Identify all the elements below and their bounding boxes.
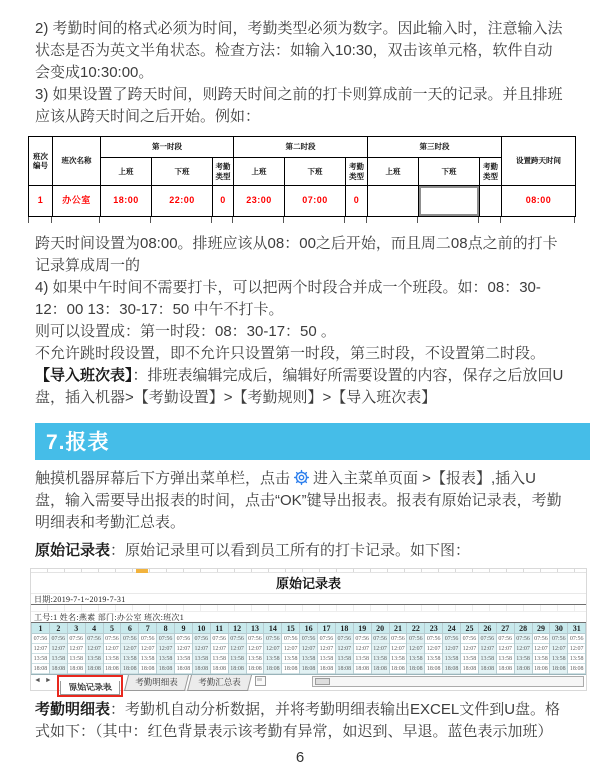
sheet-punch-time-cell: 07:56 bbox=[337, 636, 352, 642]
subheader-off-duty: 下班 bbox=[419, 158, 480, 186]
sheet-punch-time-cell: 07:56 bbox=[551, 636, 566, 642]
report-text-after: 进入主菜单页面 >【报表】,插入U盘，输入需要导出报表的时间，点击“OK”键导出报表。报表有原始记录表，考勤明细表和考勤汇总表。 bbox=[35, 470, 562, 531]
paragraph-cross-day-rule: 3) 如果设置了跨天时间，则跨天时间之前的打卡则算成前一天的记录。并且排班应该从跨天时间之后开始。例如： bbox=[35, 86, 563, 125]
sheet-punch-time-cell: 12:07 bbox=[265, 646, 280, 652]
sheet-punch-time-cell: 12:07 bbox=[569, 646, 584, 652]
cell-p2-off: 07:00 bbox=[285, 186, 346, 217]
cell-shift-name: 办公室 bbox=[53, 186, 101, 217]
sheet-punch-time-cell: 12:07 bbox=[301, 646, 316, 652]
subheader-att-type: 考勤类型 bbox=[346, 158, 368, 186]
sheet-punch-time-cell: 13:58 bbox=[212, 656, 227, 662]
sheet-punch-time-cell: 18:08 bbox=[444, 666, 459, 672]
sheet-day-header: 23 bbox=[425, 623, 442, 634]
sheet-day-column bbox=[138, 623, 156, 674]
paragraph-cross-day-example: 跨天时间设置为08:00。排班应该从08：00之后开始，而且周二08点之前的打卡记录算成周一的 bbox=[35, 235, 558, 274]
sheet-day-header: 7 bbox=[139, 623, 156, 634]
sheet-punch-time-cell: 18:08 bbox=[319, 666, 334, 672]
sheet-punch-time-cell: 13:58 bbox=[194, 656, 209, 662]
paragraph-time-format: 2) 考勤时间的格式必须为时间，考勤类型必须为数字。因此输入时，注意输入法状态是否为英文半角状态。检查方法：如输入10:30，双击该单元格，软件自动会变成10:30:00。 bbox=[35, 20, 563, 81]
sheet-punch-time-cell: 07:56 bbox=[194, 636, 209, 642]
sheet-punch-time-cell: 18:08 bbox=[283, 666, 298, 672]
sheet-day-column bbox=[532, 623, 550, 674]
sheet-punch-time-cell: 13:58 bbox=[283, 656, 298, 662]
sheet-punch-time-cell: 13:58 bbox=[122, 656, 137, 662]
sheet-punch-time-cell: 07:56 bbox=[87, 636, 101, 642]
subheader-off-duty: 下班 bbox=[285, 158, 346, 186]
sheet-punch-time-cell: 13:58 bbox=[426, 656, 441, 662]
sheet-day-column bbox=[478, 623, 496, 674]
sheet-punch-time-cell: 18:08 bbox=[391, 666, 405, 672]
sheet-day-column bbox=[353, 623, 371, 674]
sheet-day-column bbox=[192, 623, 210, 674]
sheet-punch-time-cell: 18:08 bbox=[337, 666, 352, 672]
sheet-day-header: 26 bbox=[479, 623, 496, 634]
sheet-day-column bbox=[299, 623, 317, 674]
import-shift-lead: 【导入班次表】 bbox=[35, 367, 133, 384]
sheet-punch-time-cell: 07:56 bbox=[426, 636, 441, 642]
sheet-punch-time-cell: 12:07 bbox=[283, 646, 298, 652]
sheet-punch-time-cell: 18:08 bbox=[480, 666, 495, 672]
sheet-punch-time-cell: 13:58 bbox=[176, 656, 191, 662]
cell-p2-on: 23:00 bbox=[234, 186, 285, 217]
sheet-punch-time-cell: 12:07 bbox=[122, 646, 137, 652]
sheet-punch-time-cell: 12:07 bbox=[158, 646, 173, 652]
sheet-punch-time-cell: 18:08 bbox=[212, 666, 227, 672]
detail-report-lead: 考勤明细表 bbox=[35, 701, 111, 718]
sheet-punch-time-cell: 07:56 bbox=[355, 636, 370, 642]
sheet-punch-time-cell: 18:08 bbox=[230, 666, 244, 672]
paragraph-raw-record-intro bbox=[35, 540, 565, 562]
sheet-punch-time-cell: 13:58 bbox=[534, 656, 548, 662]
sheet-punch-time-cell: 12:07 bbox=[69, 646, 84, 652]
sheet-day-header: 22 bbox=[407, 623, 424, 634]
sheet-punch-time-cell: 13:58 bbox=[69, 656, 84, 662]
sheet-day-header: 2 bbox=[50, 623, 67, 634]
sheet-day-column bbox=[67, 623, 85, 674]
cell-p3-type bbox=[480, 186, 502, 217]
sheet-punch-time-cell: 12:07 bbox=[194, 646, 209, 652]
col-header-cross-day: 设置跨天时间 bbox=[502, 137, 576, 186]
sheet-punch-time-cell: 07:56 bbox=[391, 636, 405, 642]
sheet-day-header: 6 bbox=[121, 623, 138, 634]
sheet-punch-time-cell: 18:08 bbox=[158, 666, 173, 672]
sheet-punch-time-cell: 18:08 bbox=[426, 666, 441, 672]
sheet-day-header: 1 bbox=[32, 623, 49, 634]
sheet-punch-time-cell: 18:08 bbox=[355, 666, 370, 672]
sheet-day-column bbox=[246, 623, 264, 674]
sheet-punch-time-cell: 07:56 bbox=[265, 636, 280, 642]
sheet-punch-time-cell: 12:07 bbox=[373, 646, 387, 652]
sheet-title: 原始记录表 bbox=[31, 573, 586, 594]
page-number: 6 bbox=[295, 749, 305, 766]
sheet-punch-time-cell: 07:56 bbox=[569, 636, 584, 642]
cell-p1-type: 0 bbox=[213, 186, 234, 217]
sheet-day-column bbox=[389, 623, 407, 674]
cell-p1-off: 22:00 bbox=[152, 186, 213, 217]
sheet-tab-bar bbox=[31, 675, 586, 690]
subheader-att-type: 考勤类型 bbox=[480, 158, 502, 186]
sheet-punch-time-cell: 12:07 bbox=[408, 646, 423, 652]
sheet-day-column bbox=[281, 623, 299, 674]
sheet-punch-time-cell: 12:07 bbox=[105, 646, 119, 652]
sheet-punch-time-cell: 07:56 bbox=[105, 636, 119, 642]
sheet-punch-time-cell: 18:08 bbox=[51, 666, 66, 672]
table-next-row-stub bbox=[28, 217, 575, 223]
raw-record-lead: 原始记录表 bbox=[35, 542, 111, 559]
sheet-punch-time-cell: 13:58 bbox=[373, 656, 387, 662]
sheet-day-column bbox=[496, 623, 514, 674]
sheet-punch-time-cell: 18:08 bbox=[194, 666, 209, 672]
detail-report-rest: ：考勤机自动分析数据，并将考勤明细表输出EXCEL文件到U盘。格式如下：（其中：红色背景表示该考勤有异常，如迟到、早退。蓝色表示加班） bbox=[35, 701, 561, 740]
sheet-punch-time-cell: 07:56 bbox=[534, 636, 548, 642]
sheet-day-column bbox=[103, 623, 121, 674]
sheet-punch-time-cell: 12:07 bbox=[391, 646, 405, 652]
sheet-day-header: 24 bbox=[443, 623, 460, 634]
subheader-on-duty: 上班 bbox=[368, 158, 419, 186]
sheet-punch-time-cell: 13:58 bbox=[391, 656, 405, 662]
tab-raw-record: 原始记录表 bbox=[60, 681, 121, 695]
sheet-punch-time-cell: 18:08 bbox=[373, 666, 387, 672]
sheet-punch-time-cell: 18:08 bbox=[248, 666, 262, 672]
sheet-punch-time-cell: 18:08 bbox=[69, 666, 84, 672]
cell-shift-no: 1 bbox=[29, 186, 53, 217]
sheet-day-header: 30 bbox=[550, 623, 567, 634]
subheader-on-duty: 上班 bbox=[234, 158, 285, 186]
sheet-day-header: 11 bbox=[211, 623, 228, 634]
sheet-day-header: 20 bbox=[372, 623, 389, 634]
tab-attendance-summary: 考勤汇总表 bbox=[187, 675, 252, 691]
col-header-period3: 第三时段 bbox=[368, 137, 502, 158]
sheet-day-header: 8 bbox=[157, 623, 174, 634]
report-text-before: 触摸机器屏幕后下方弹出菜单栏，点击 bbox=[35, 470, 291, 487]
sheet-punch-time-cell: 13:58 bbox=[33, 656, 48, 662]
sheet-day-column bbox=[228, 623, 246, 674]
subheader-on-duty: 上班 bbox=[101, 158, 152, 186]
sheet-punch-time-cell: 18:08 bbox=[516, 666, 530, 672]
sheet-day-header: 5 bbox=[104, 623, 121, 634]
sheet-punch-time-cell: 12:07 bbox=[248, 646, 262, 652]
tab-attendance-detail: 考勤明细表 bbox=[124, 675, 189, 691]
sheet-grid bbox=[31, 623, 586, 675]
cell-cross-day-time: 08:00 bbox=[502, 186, 576, 217]
sheet-punch-time-cell: 13:58 bbox=[480, 656, 495, 662]
sheet-day-column bbox=[210, 623, 228, 674]
sheet-punch-time-cell: 13:58 bbox=[301, 656, 316, 662]
sheet-punch-time-cell: 07:56 bbox=[230, 636, 244, 642]
sheet-punch-time-cell: 07:56 bbox=[283, 636, 298, 642]
sheet-day-column bbox=[442, 623, 460, 674]
sheet-punch-time-cell: 13:58 bbox=[158, 656, 173, 662]
sheet-day-header: 13 bbox=[247, 623, 264, 634]
sheet-day-header: 3 bbox=[68, 623, 85, 634]
sheet-punch-time-cell: 07:56 bbox=[444, 636, 459, 642]
cell-p1-on: 18:00 bbox=[101, 186, 152, 217]
sheet-highlight-cell bbox=[136, 569, 148, 573]
sheet-punch-time-cell: 07:56 bbox=[462, 636, 477, 642]
sheet-empty-row bbox=[31, 605, 586, 612]
col-header-shift-no: 班次编号 bbox=[29, 137, 53, 186]
sheet-punch-time-cell: 12:07 bbox=[355, 646, 370, 652]
sheet-punch-time-cell: 12:07 bbox=[212, 646, 227, 652]
sheet-punch-time-cell: 18:08 bbox=[176, 666, 191, 672]
sheet-day-header: 12 bbox=[229, 623, 246, 634]
sheet-punch-time-cell: 13:58 bbox=[105, 656, 119, 662]
sheet-punch-time-cell: 12:07 bbox=[87, 646, 101, 652]
sheet-employee-info: 工号:1 姓名:燕素 部门:办公室 班次:班次1 bbox=[31, 612, 586, 623]
sheet-punch-time-cell: 07:56 bbox=[69, 636, 84, 642]
sheet-punch-time-cell: 18:08 bbox=[551, 666, 566, 672]
sheet-punch-time-cell: 07:56 bbox=[140, 636, 155, 642]
sheet-day-column bbox=[49, 623, 67, 674]
sheet-day-header: 28 bbox=[515, 623, 532, 634]
sheet-punch-time-cell: 07:56 bbox=[516, 636, 530, 642]
sheet-punch-time-cell: 13:58 bbox=[516, 656, 530, 662]
shift-schedule-table bbox=[28, 136, 576, 217]
sheet-punch-time-cell: 12:07 bbox=[462, 646, 477, 652]
sheet-punch-time-cell: 12:07 bbox=[176, 646, 191, 652]
red-annotation-box bbox=[57, 675, 124, 697]
paragraph-detail-report bbox=[35, 699, 565, 743]
sheet-date-range: 日期:2019-7-1~2019-7-31 bbox=[31, 594, 586, 605]
sheet-punch-time-cell: 07:56 bbox=[498, 636, 513, 642]
sheet-punch-time-cell: 12:07 bbox=[444, 646, 459, 652]
sheet-punch-time-cell: 07:56 bbox=[480, 636, 495, 642]
sheet-punch-time-cell: 07:56 bbox=[51, 636, 66, 642]
col-header-period1: 第一时段 bbox=[101, 137, 234, 158]
sheet-day-column bbox=[174, 623, 192, 674]
sheet-punch-time-cell: 13:58 bbox=[408, 656, 423, 662]
sheet-day-column bbox=[263, 623, 281, 674]
sheet-punch-time-cell: 18:08 bbox=[87, 666, 101, 672]
sheet-punch-time-cell: 12:07 bbox=[516, 646, 530, 652]
sheet-day-header: 16 bbox=[300, 623, 317, 634]
sheet-punch-time-cell: 12:07 bbox=[140, 646, 155, 652]
sheet-day-header: 19 bbox=[354, 623, 371, 634]
sheet-punch-time-cell: 07:56 bbox=[248, 636, 262, 642]
sheet-day-header: 4 bbox=[86, 623, 103, 634]
sheet-punch-time-cell: 18:08 bbox=[534, 666, 548, 672]
sheet-punch-time-cell: 07:56 bbox=[122, 636, 137, 642]
paragraph-single-period: 则可以设置成：第一时段：08：30-17：50 。 bbox=[35, 323, 336, 340]
raw-record-rest: ：原始记录里可以看到员工所有的打卡记录。如下图： bbox=[110, 542, 471, 559]
sheet-day-header: 29 bbox=[533, 623, 550, 634]
sheet-punch-time-cell: 13:58 bbox=[355, 656, 370, 662]
sheet-punch-time-cell: 07:56 bbox=[158, 636, 173, 642]
sheet-punch-time-cell: 12:07 bbox=[480, 646, 495, 652]
sheet-punch-time-cell: 18:08 bbox=[140, 666, 155, 672]
sheet-punch-time-cell: 13:58 bbox=[444, 656, 459, 662]
sheet-day-column bbox=[567, 623, 586, 674]
sheet-day-header: 25 bbox=[461, 623, 478, 634]
section-title-reports: 7.报表 bbox=[35, 423, 590, 460]
sheet-punch-time-cell: 12:07 bbox=[551, 646, 566, 652]
sheet-punch-time-cell: 13:58 bbox=[462, 656, 477, 662]
import-shift-rest: ：排班表编辑完成后，编辑好所需要设置的内容，保存之后放回U盘，插入机器>【考勤设置】>【考勤规则】>【导入班次表】 bbox=[35, 367, 564, 406]
sheet-day-column bbox=[460, 623, 478, 674]
sheet-day-column bbox=[406, 623, 424, 674]
col-header-period2: 第二时段 bbox=[234, 137, 368, 158]
sheet-day-column bbox=[549, 623, 567, 674]
sheet-punch-time-cell: 12:07 bbox=[534, 646, 548, 652]
subheader-off-duty: 下班 bbox=[152, 158, 213, 186]
sheet-punch-time-cell: 13:58 bbox=[248, 656, 262, 662]
scrollbar-handle bbox=[315, 678, 330, 685]
sheet-punch-time-cell: 18:08 bbox=[408, 666, 423, 672]
sheet-day-header: 9 bbox=[175, 623, 192, 634]
sheet-punch-time-cell: 13:58 bbox=[498, 656, 513, 662]
sheet-punch-time-cell: 13:58 bbox=[337, 656, 352, 662]
sheet-punch-time-cell: 13:58 bbox=[551, 656, 566, 662]
sheet-punch-time-cell: 12:07 bbox=[426, 646, 441, 652]
sheet-day-column bbox=[335, 623, 353, 674]
sheet-punch-time-cell: 18:08 bbox=[122, 666, 137, 672]
paragraph-report-howto bbox=[35, 468, 565, 534]
sheet-top-cells bbox=[31, 569, 586, 573]
sheet-punch-time-cell: 07:56 bbox=[176, 636, 191, 642]
sheet-punch-time-cell: 13:58 bbox=[265, 656, 280, 662]
sheet-day-header: 18 bbox=[336, 623, 353, 634]
cell-p3-off-selected bbox=[419, 186, 480, 217]
sheet-day-column bbox=[31, 623, 49, 674]
cell-p3-on bbox=[368, 186, 419, 217]
sheet-punch-time-cell: 12:07 bbox=[498, 646, 513, 652]
sheet-day-column bbox=[317, 623, 335, 674]
sheet-punch-time-cell: 18:08 bbox=[301, 666, 316, 672]
sheet-punch-time-cell: 18:08 bbox=[569, 666, 584, 672]
sheet-punch-time-cell: 18:08 bbox=[33, 666, 48, 672]
sheet-punch-time-cell: 13:58 bbox=[319, 656, 334, 662]
horizontal-scrollbar bbox=[312, 676, 584, 687]
raw-record-spreadsheet-screenshot bbox=[30, 568, 587, 691]
sheet-punch-time-cell: 07:56 bbox=[33, 636, 48, 642]
gear-settings-icon bbox=[293, 469, 310, 486]
tab-nav-arrows-icon: ◄ ► bbox=[34, 677, 53, 684]
sheet-punch-time-cell: 07:56 bbox=[373, 636, 387, 642]
col-header-shift-name: 班次名称 bbox=[53, 137, 101, 186]
sheet-day-header: 27 bbox=[497, 623, 514, 634]
sheet-punch-time-cell: 18:08 bbox=[498, 666, 513, 672]
new-sheet-icon bbox=[255, 676, 266, 686]
sheet-punch-time-cell: 07:56 bbox=[319, 636, 334, 642]
sheet-punch-time-cell: 12:07 bbox=[337, 646, 352, 652]
sheet-day-column bbox=[120, 623, 138, 674]
sheet-punch-time-cell: 18:08 bbox=[265, 666, 280, 672]
sheet-punch-time-cell: 12:07 bbox=[33, 646, 48, 652]
sheet-day-column bbox=[424, 623, 442, 674]
sheet-punch-time-cell: 07:56 bbox=[212, 636, 227, 642]
sheet-punch-time-cell: 13:58 bbox=[230, 656, 244, 662]
sheet-punch-time-cell: 13:58 bbox=[569, 656, 584, 662]
paragraph-merge-periods: 4) 如果中午时间不需要打卡，可以把两个时段合并成一个班段。如：08：30-12：00 13：30-17：50 中午不打卡。 bbox=[35, 279, 541, 318]
sheet-punch-time-cell: 18:08 bbox=[105, 666, 119, 672]
sheet-day-header: 21 bbox=[390, 623, 407, 634]
sheet-day-header: 14 bbox=[264, 623, 281, 634]
sheet-punch-time-cell: 12:07 bbox=[319, 646, 334, 652]
subheader-att-type: 考勤类型 bbox=[213, 158, 234, 186]
cell-p2-type: 0 bbox=[346, 186, 368, 217]
sheet-punch-time-cell: 13:58 bbox=[87, 656, 101, 662]
sheet-day-column bbox=[514, 623, 532, 674]
sheet-punch-time-cell: 18:08 bbox=[462, 666, 477, 672]
sheet-punch-time-cell: 12:07 bbox=[51, 646, 66, 652]
sheet-day-header: 31 bbox=[568, 623, 585, 634]
sheet-punch-time-cell: 12:07 bbox=[230, 646, 244, 652]
sheet-day-column bbox=[156, 623, 174, 674]
paragraph-no-skip: 不允许跳时段设置，即不允许只设置第一时段，第三时段，不设置第二时段。 bbox=[35, 345, 546, 362]
sheet-day-header: 17 bbox=[318, 623, 335, 634]
sheet-day-header: 15 bbox=[282, 623, 299, 634]
sheet-day-column bbox=[371, 623, 389, 674]
sheet-day-column bbox=[85, 623, 103, 674]
sheet-punch-time-cell: 13:58 bbox=[140, 656, 155, 662]
sheet-punch-time-cell: 07:56 bbox=[408, 636, 423, 642]
sheet-punch-time-cell: 13:58 bbox=[51, 656, 66, 662]
paragraph-import-shift bbox=[35, 365, 565, 409]
sheet-day-header: 10 bbox=[193, 623, 210, 634]
sheet-punch-time-cell: 07:56 bbox=[301, 636, 316, 642]
